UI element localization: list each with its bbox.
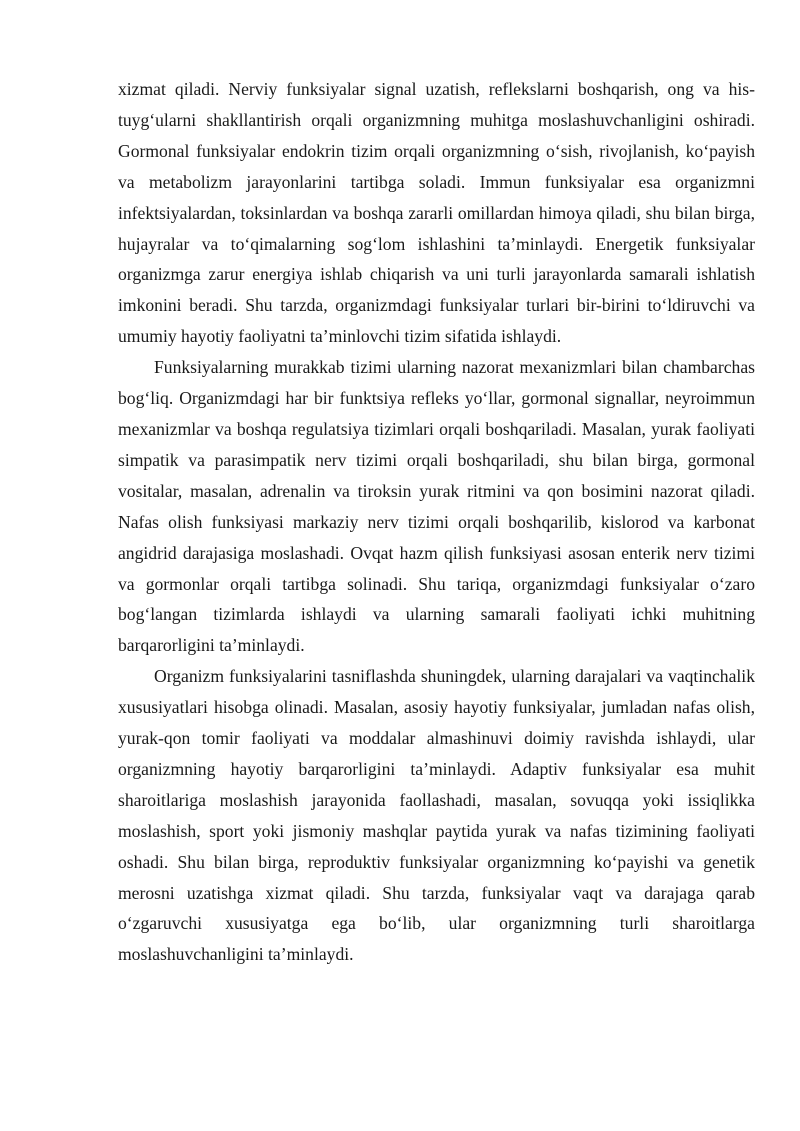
paragraph-classification: Organizm funksiyalarini tasniflashda shuningdek, ularning darajalari va vaqtinchalik xususiyatlari hisobga olinadi. Masalan, asosiy hayotiy funksiyalar, jumladan nafas olish, yurak-qon tomir faoliyati va moddalar almashinuvi doimiy ravishda ishlaydi, ular organizmning hayotiy barqarorligini ta’minlaydi. Adaptiv funksiyalar esa muhit sharoitlariga moslashish jarayonida faollashadi, masalan, sovuqqa yoki issiqlikka moslashish, sport yoki jismoniy mashqlar paytida yurak va nafas tizimining faoliyati oshadi. Shu bilan birga, reproduktiv funksiyalar organizmning ko‘payishi va genetik merosni uzatishga xizmat qiladi. Shu tarzda, funksiyalar vaqt va darajaga qarab o‘zgaruvchi xususiyatga ega bo‘lib, ular organizmning turli sharoitlarga moslashuvchanligini ta’minlaydi.: [118, 666, 755, 965]
document-page: [118, 74, 755, 970]
paragraph-regulation: Funksiyalarning murakkab tizimi ularning nazorat mexanizmlari bilan chambarchas bog‘liq. Organizmdagi har bir funktsiya refleks yo‘llar, gormonal signallar, neyroimmun mexanizmlar va boshqa regulatsiya tizimlari orqali boshqariladi. Masalan, yurak faoliyati simpatik va parasimpatik nerv tizimi orqali boshqariladi, shu bilan birga, gormonal vositalar, masalan, adrenalin va tiroksin yurak ritmini va qon bosimini nazorat qiladi. Nafas olish funksiyasi markaziy nerv tizimi orqali boshqarilib, kislorod va karbonat angidrid darajasiga moslashadi. Ovqat hazm qilish funksiyasi asosan enterik nerv tizimi va gormonlar orqali tartibga solinadi. Shu tariqa, organizmdagi funksiyalar o‘zaro bog‘langan tizimlarda ishlaydi va ularning samarali faoliyati ichki muhitning barqarorligini ta’minlaydi.: [118, 357, 755, 656]
paragraph-continuation: xizmat qiladi. Nerviy funksiyalar signal uzatish, reflekslarni boshqarish, ong va his-tuyg‘ularni shakllantirish orqali organizmning muhitga moslashuvchanligini oshiradi. Gormonal funksiyalar endokrin tizim orqali organizmning o‘sish, rivojlanish, ko‘payish va metabolizm jarayonlarini tartibga soladi. Immun funksiyalar esa organizmni infektsiyalardan, toksinlardan va boshqa zararli omillardan himoya qiladi, shu bilan birga, hujayralar va to‘qimalarning sog‘lom ishlashini ta’minlaydi. Energetik funksiyalar organizmga zarur energiya ishlab chiqarish va uni turli jarayonlarda samarali ishlatish imkonini beradi. Shu tarzda, organizmdagi funksiyalar turlari bir-birini to‘ldiruvchi va umumiy hayotiy faoliyatni ta’minlovchi tizim sifatida ishlaydi.: [118, 79, 755, 347]
